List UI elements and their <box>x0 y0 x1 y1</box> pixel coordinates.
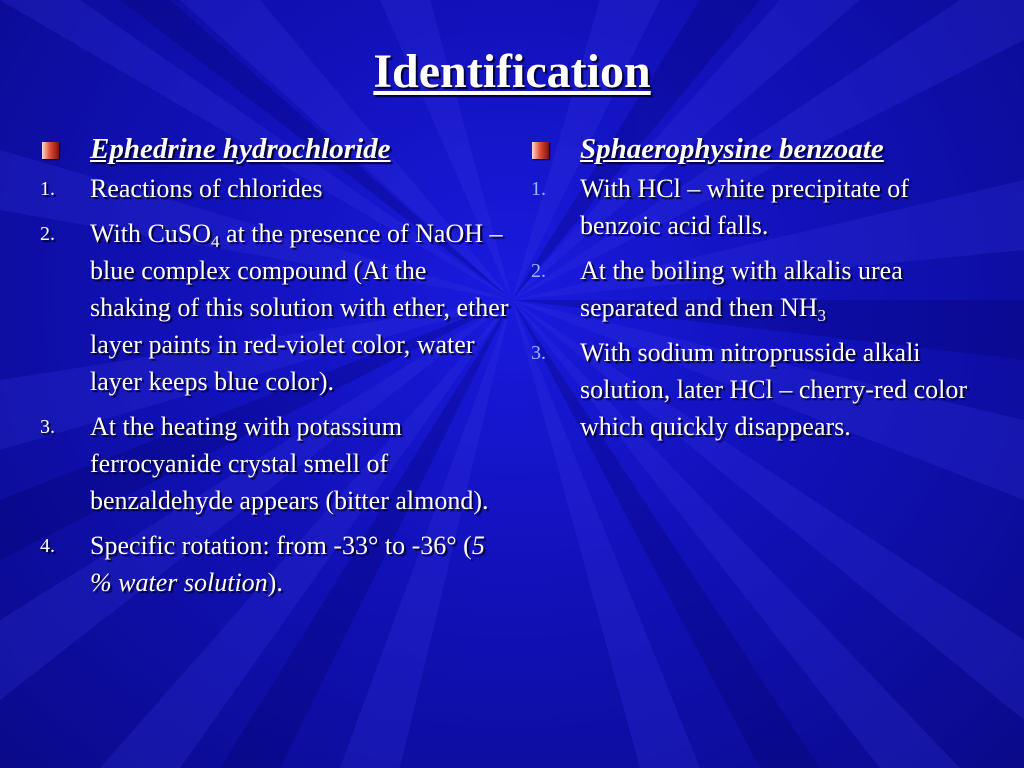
item-text: With HCl – white precipitate of benzoic acid falls. <box>580 174 909 240</box>
item-number: 2. <box>40 223 55 245</box>
left-list <box>40 170 510 601</box>
list-item <box>530 252 970 326</box>
right-list <box>530 170 970 445</box>
list-item <box>40 170 510 207</box>
item-text <box>90 219 509 396</box>
item-text-start: At the boiling with alkalis urea separated and then NH <box>580 256 903 322</box>
right-column <box>530 132 970 453</box>
square-bullet-icon <box>532 142 549 159</box>
item-text: With sodium nitroprusside alkali solution, later HCl – cherry-red color which quickly disappears. <box>580 338 967 441</box>
list-item <box>40 527 510 601</box>
square-bullet-icon <box>42 142 59 159</box>
item-text-start: With CuSO <box>90 219 212 248</box>
list-item <box>530 334 970 445</box>
item-number: 3. <box>40 416 55 438</box>
list-item <box>40 408 510 519</box>
subscript: 3 <box>817 306 827 325</box>
right-heading-text: Sphaerophysine benzoate <box>580 133 884 165</box>
item-text-end: at the presence of NaOH – blue complex compound (At the shaking of this solution with ether, ether layer paints in red-violet color, water layer keeps blue color). <box>90 219 509 396</box>
item-number: 1. <box>531 178 546 200</box>
left-heading-text: Ephedrine hydrochloride <box>90 133 391 165</box>
item-text-start: Specific rotation: from -33° to -36° ( <box>90 531 472 560</box>
item-text: Reactions of chlorides <box>90 174 323 203</box>
list-item <box>530 170 970 244</box>
item-text-end: ). <box>267 568 283 597</box>
item-text: At the heating with potassium ferrocyanide crystal smell of benzaldehyde appears (bitter almond). <box>90 412 489 515</box>
item-number: 3. <box>531 342 546 364</box>
right-heading <box>530 132 970 166</box>
slide-title: Identification <box>373 45 651 98</box>
left-heading <box>40 132 510 166</box>
subscript: 4 <box>211 232 220 251</box>
left-column <box>40 132 510 609</box>
item-number: 2. <box>531 260 546 282</box>
item-number: 1. <box>40 178 55 200</box>
item-text <box>90 531 485 597</box>
item-text <box>580 256 903 325</box>
list-item <box>40 215 510 400</box>
item-text-italic: 5 % water solution <box>90 531 485 597</box>
item-number: 4. <box>40 535 55 557</box>
